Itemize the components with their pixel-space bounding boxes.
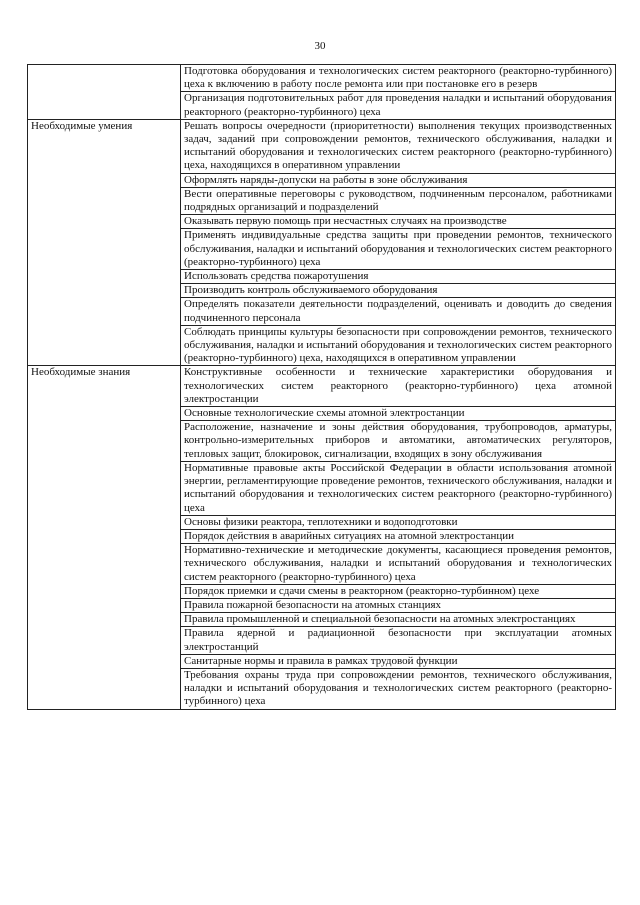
- skill-item: Решать вопросы очередности (приоритетности) выполнения текущих производственных задач, заданий при сопровождении ремонтов, технического обслуживания, наладки и испытаний оборудования и технологических систем реакторного (реакторно-турбинного) цеха, находящихся в оперативном управлении: [181, 119, 616, 173]
- page-number: 30: [314, 40, 326, 52]
- skill-item: Соблюдать принципы культуры безопасности при сопровождении ремонтов, технического обслуживания, наладки и испытаний оборудования и технологических систем реакторного (реакторно-турбинного) цеха, находящихся в оперативном управлении: [181, 325, 616, 366]
- knowledge-item: Правила ядерной и радиационной безопасности при эксплуатации атомных электростанций: [181, 627, 616, 654]
- row-label-skills: Необходимые умения: [28, 119, 181, 366]
- skill-item: Вести оперативные переговоры с руководством, подчиненным персоналом, работниками подрядных организаций и подразделений: [181, 187, 616, 214]
- skill-item: Использовать средства пожаротушения: [181, 270, 616, 284]
- knowledge-item: Нормативные правовые акты Российской Федерации в области использования атомной энергии, регламентирующие проведение ремонтов, технического обслуживания, наладки и испытаний оборудования и технологических систем реакторного (реакторно-турбинного) цеха: [181, 461, 616, 515]
- knowledge-item: Правила пожарной безопасности на атомных станциях: [181, 598, 616, 612]
- table-row: [28, 119, 616, 173]
- row-label-cell: [28, 65, 181, 120]
- requirements-table-body: [28, 65, 616, 710]
- skill-item: Определять показатели деятельности подразделений, оценивать и доводить до сведения подчиненного персонала: [181, 298, 616, 325]
- requirement-item: Подготовка оборудования и технологических систем реакторного (реакторно-турбинного) цеха к включению в работу после ремонта или при постановке его в резерв: [181, 65, 616, 92]
- requirement-item: Организация подготовительных работ для проведения наладки и испытаний оборудования реакторного (реакторно-турбинного) цеха: [181, 92, 616, 119]
- table-row: [28, 65, 616, 92]
- knowledge-item: Правила промышленной и специальной безопасности на атомных электростанциях: [181, 613, 616, 627]
- knowledge-item: Порядок приемки и сдачи смены в реакторном (реакторно-турбинном) цехе: [181, 584, 616, 598]
- skill-item: Применять индивидуальные средства защиты при проведении ремонтов, технического обслуживания, наладки и испытаний оборудования и технологических систем реакторного (реакторно-турбинного) цеха: [181, 229, 616, 270]
- knowledge-item: Основы физики реактора, теплотехники и водоподготовки: [181, 515, 616, 529]
- knowledge-item: Расположение, назначение и зоны действия оборудования, трубопроводов, арматуры, контрольно-измерительных приборов и автоматики, автоматических регуляторов, тепловых защит, блокировок, сигнализации, входящих в зону обслуживания: [181, 421, 616, 462]
- table-row: [28, 366, 616, 407]
- knowledge-item: Нормативно-технические и методические документы, касающиеся проведения ремонтов, технического обслуживания, наладки и испытаний оборудования и технологических систем реакторного (реакторно-турбинного) цеха: [181, 544, 616, 585]
- knowledge-item: Требования охраны труда при сопровождении ремонтов, технического обслуживания, наладки и испытаний оборудования и технологических систем реакторного (реакторно-турбинного) цеха: [181, 668, 616, 709]
- skill-item: Оформлять наряды-допуски на работы в зоне обслуживания: [181, 173, 616, 187]
- skill-item: Производить контроль обслуживаемого оборудования: [181, 284, 616, 298]
- knowledge-item: Порядок действия в аварийных ситуациях на атомной электростанции: [181, 529, 616, 543]
- knowledge-item: Санитарные нормы и правила в рамках трудовой функции: [181, 654, 616, 668]
- row-label-knowledge: Необходимые знания: [28, 366, 181, 709]
- skill-item: Оказывать первую помощь при несчастных случаях на производстве: [181, 215, 616, 229]
- knowledge-item: Конструктивные особенности и технические характеристики оборудования и технологических систем реакторного (реакторно-турбинного) цеха атомной электростанции: [181, 366, 616, 407]
- requirements-table: [27, 64, 616, 710]
- knowledge-item: Основные технологические схемы атомной электростанции: [181, 407, 616, 421]
